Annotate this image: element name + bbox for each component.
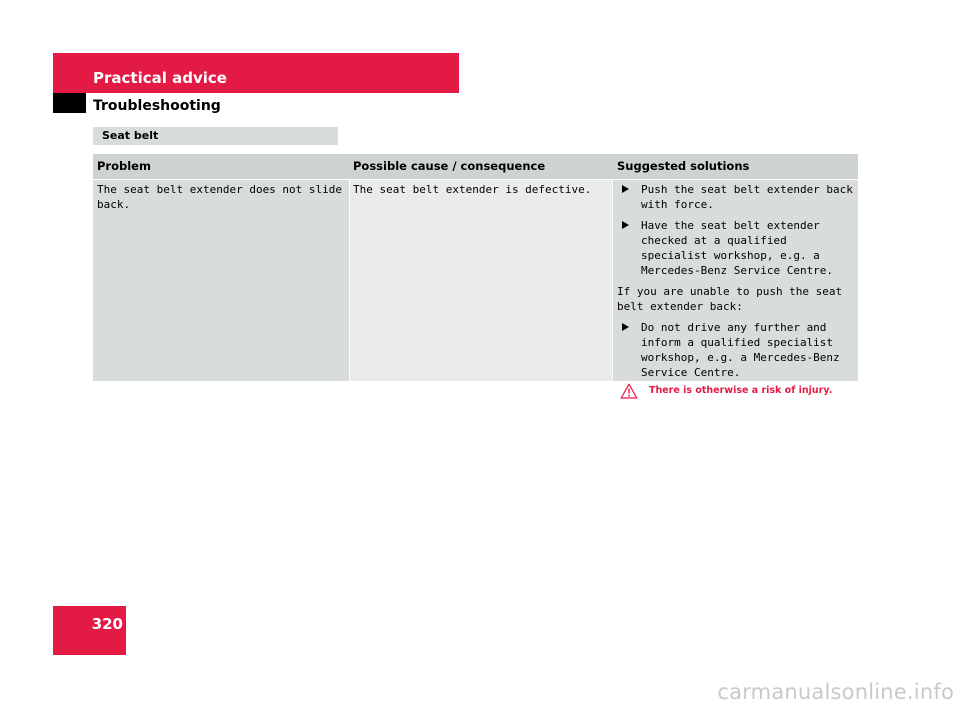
warning-row	[617, 383, 855, 399]
chapter-title: Practical advice	[93, 69, 227, 87]
cell-cause	[350, 180, 612, 381]
table-label-bar	[93, 127, 338, 145]
solution-note: If you are unable to push the seat belt extender back:	[617, 285, 843, 313]
section-title: Troubleshooting	[93, 98, 221, 114]
header-solutions: Suggested solutions	[617, 159, 750, 173]
cause-text: The seat belt extender is defective.	[353, 183, 592, 196]
solution-item	[617, 218, 855, 278]
warning-text: There is otherwise a risk of injury.	[649, 385, 833, 396]
section-marker	[53, 93, 86, 113]
cell-solutions	[613, 180, 858, 396]
page-number: 320	[91, 615, 123, 633]
triangle-right-icon	[622, 323, 629, 331]
solution-item	[617, 320, 855, 380]
solution-text: Have the seat belt extender checked at a qualified specialist workshop, e.g. a Mercedes-Benz Service Centre.	[641, 219, 834, 277]
solution-item	[617, 182, 855, 212]
page-number-tab	[53, 606, 126, 655]
solution-text: Push the seat belt extender back with force.	[641, 183, 853, 211]
triangle-right-icon	[622, 185, 629, 193]
warning-triangle-icon	[620, 383, 638, 399]
cell-problem	[93, 180, 349, 381]
solution-text: Do not drive any further and inform a qualified specialist workshop, e.g. a Mercedes-Benz Service Centre.	[641, 321, 840, 379]
watermark: carmanualsonline.info	[717, 680, 954, 704]
problem-text: The seat belt extender does not slide back.	[97, 183, 343, 211]
chapter-header-bar	[53, 53, 459, 93]
header-cause: Possible cause / consequence	[353, 159, 546, 173]
triangle-right-icon	[622, 221, 629, 229]
header-problem: Problem	[97, 159, 151, 173]
table-header-row	[93, 154, 858, 179]
troubleshooting-table	[93, 154, 858, 396]
table-label: Seat belt	[102, 129, 159, 142]
